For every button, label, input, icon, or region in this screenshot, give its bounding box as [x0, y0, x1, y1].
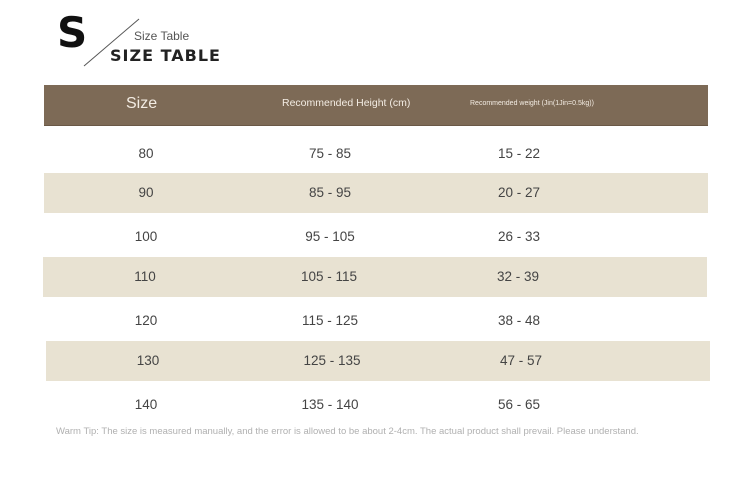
cell-height: 115 - 125 [301, 313, 359, 328]
cell-size: 140 [134, 397, 158, 412]
cell-weight: 20 - 27 [497, 185, 541, 200]
cell-height: 125 - 135 [303, 353, 361, 368]
cell-weight: 32 - 39 [496, 269, 540, 284]
cell-weight: 56 - 65 [497, 397, 541, 412]
header-weight: Recommended weight (Jin(1Jin=0.5kg)) [470, 100, 594, 107]
divider-slash [0, 0, 750, 80]
cell-height: 85 - 95 [308, 185, 352, 200]
cell-size: 90 [138, 185, 154, 200]
title-big: SIZE TABLE [110, 46, 221, 65]
cell-weight: 47 - 57 [499, 353, 543, 368]
table-row [44, 301, 708, 341]
cell-height: 95 - 105 [305, 229, 355, 244]
table-row [44, 217, 708, 257]
cell-size: 80 [138, 146, 154, 161]
table-row [43, 257, 707, 297]
cell-size: 100 [134, 229, 158, 244]
cell-weight: 26 - 33 [497, 229, 541, 244]
cell-weight: 15 - 22 [497, 146, 541, 161]
cell-height: 135 - 140 [301, 397, 359, 412]
table-row [44, 134, 708, 174]
table-header [44, 85, 708, 126]
cell-size: 120 [134, 313, 158, 328]
cell-weight: 38 - 48 [497, 313, 541, 328]
cell-height: 105 - 115 [300, 269, 358, 284]
table-row [44, 173, 708, 213]
title-small: Size Table [134, 29, 190, 43]
cell-size: 130 [136, 353, 160, 368]
header-size: Size [126, 95, 158, 112]
cell-size: 110 [134, 269, 156, 284]
table-row [46, 341, 710, 381]
cell-height: 75 - 85 [308, 146, 352, 161]
warm-tip: Warm Tip: The size is measured manually, and the error is allowed to be about 2-4cm. The actual product shall prevail. Please understand. [56, 426, 639, 437]
table-row [44, 385, 708, 425]
header-height: Recommended Height (cm) [282, 97, 411, 109]
logo-letter: S [57, 8, 88, 57]
